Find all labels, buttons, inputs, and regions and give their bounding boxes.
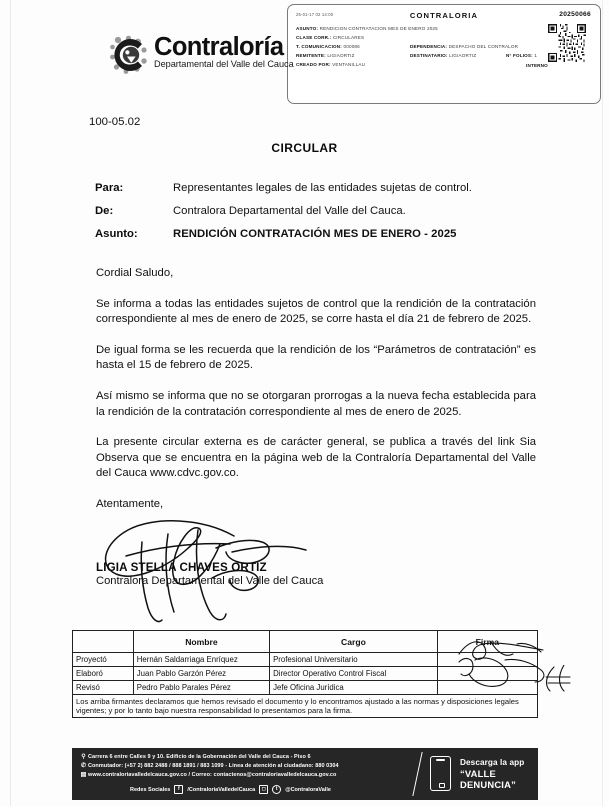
- qr-code-icon: [548, 24, 586, 62]
- stamp-field-folios-value: 1: [534, 53, 538, 58]
- row-firma-reviso: [437, 681, 537, 695]
- stamp-field-dependencia-value: DESPACHO DEL CONTRALOR: [448, 44, 519, 49]
- row-firma-elaboro: [437, 667, 537, 681]
- footer-contact-block: [79, 753, 409, 780]
- footer-app-block: [430, 756, 538, 791]
- footer-address-line: [79, 753, 409, 762]
- row-nombre-reviso: Pedro Pablo Parales Pérez: [133, 681, 269, 695]
- signer-role: Contralora Departamental del Valle del Cauca: [96, 575, 324, 587]
- stamp-radicado-number: 20250066: [559, 11, 591, 18]
- contraloria-logo: [108, 33, 298, 79]
- footer-phones-text: Conmutador: (+57 2) 882 2488 / 888 1891 / 883 1099 - Línea de atención al ciudadano: 880 0304: [88, 763, 339, 769]
- stamp-datetime: 25-01-17 02 14:00: [296, 12, 334, 17]
- footer-phones-line: [79, 762, 409, 771]
- footer-web-text[interactable]: www.contraloriavalledelcauca.gov.co / Correo: contactenos@contraloriavalledelcauca.gov.co: [88, 772, 337, 778]
- stamp-field-remitente-value: LIGIAORTIZ: [327, 53, 355, 58]
- closing-text: Atentamente,: [96, 497, 164, 510]
- page-footer: [72, 748, 538, 800]
- twitter-icon[interactable]: t: [272, 785, 281, 794]
- globe-icon: ▤: [80, 772, 87, 778]
- row-firma-proyecto: [437, 653, 537, 667]
- table-declaration-note: Los arriba firmantes declaramos que hemos revisado el documento y lo encontramos ajustado a las normas y disposiciones legales vigentes; y por lo tanto bajo nuestra responsabilidad lo presentamos para la firma.: [73, 695, 538, 718]
- stamp-field-creado-value: VENTANILLAU: [332, 62, 366, 67]
- radicado-stamp: [287, 4, 601, 104]
- signer-name: LIGIA STELLA CHAVES ORTIZ: [96, 561, 267, 574]
- stamp-field-asunto-value: RENDICION CONTRATACION MES DE ENERO 2025: [319, 26, 438, 31]
- stamp-field-destinatario-key: DESTINATARIO:: [410, 53, 448, 58]
- stamp-field-clase: [296, 35, 364, 40]
- stamp-field-folios-key: N° FOLIOS:: [506, 53, 533, 58]
- stamp-field-clase-key: CLASE CORR.:: [296, 35, 332, 40]
- facebook-icon[interactable]: f: [174, 785, 183, 794]
- logo-text: [154, 34, 294, 69]
- app-download-label: Descarga la app: [460, 757, 525, 767]
- meta-value-de: Contralora Departamental del Valle del Cauca.: [173, 205, 406, 217]
- stamp-field-destinatario: [410, 53, 476, 58]
- row-role-proyecto: Proyectó: [73, 653, 134, 667]
- table-header-row: [73, 631, 538, 653]
- row-cargo-elaboro: Director Operativo Control Fiscal: [270, 667, 438, 681]
- stamp-title: CONTRALORIA: [409, 11, 479, 20]
- meta-row-asunto: [95, 228, 535, 240]
- stamp-field-interno-key: INTERNO: [526, 63, 548, 68]
- table-header-firma: Firma: [437, 631, 537, 653]
- row-cargo-reviso: Jefe Oficina Jurídica: [270, 681, 438, 695]
- stamp-field-asunto-key: ASUNTO:: [296, 26, 319, 31]
- stamp-field-comunicacion: [296, 44, 360, 49]
- meta-row-de: [95, 205, 535, 217]
- row-cargo-proyecto: Profesional Universitario: [270, 653, 438, 667]
- stamp-field-remitente: [296, 53, 355, 58]
- table-header-nombre: Nombre: [133, 631, 269, 653]
- document-body: [96, 266, 536, 528]
- meta-value-asunto: RENDICIÓN CONTRATACIÓN MES DE ENERO - 2025: [173, 228, 457, 240]
- stamp-field-asunto: [296, 26, 438, 31]
- row-nombre-proyecto: Hernán Saldarriaga Enríquez: [133, 653, 269, 667]
- meta-label-de: De:: [95, 205, 114, 217]
- meta-label-para: Para:: [95, 182, 124, 194]
- page-title: CIRCULAR: [271, 141, 338, 155]
- meta-row-para: [95, 182, 535, 194]
- signoff-table: [72, 630, 538, 718]
- stamp-field-creado-key: CREADO POR:: [296, 62, 331, 67]
- stamp-field-comunicacion-value: 000086: [343, 44, 360, 49]
- row-role-elaboro: Elaboró: [73, 667, 134, 681]
- logo-main-title: Contraloría: [154, 33, 284, 61]
- table-row: [73, 653, 538, 667]
- footer-handle[interactable]: @ContraloraValle: [285, 786, 331, 793]
- stamp-field-comunicacion-key: T. COMUNICACION:: [296, 44, 343, 49]
- footer-address-text: Carrera 6 entre Calles 9 y 10. Edificio de la Gobernación del Valle del Cauca - Piso 6: [88, 754, 311, 760]
- paragraph-3: Así mismo se informa que no se otorgaran prorrogas a la nueva fecha establecida para la rendición de la contratación correspondiente al mes de enero de 2025.: [96, 389, 536, 418]
- page-edge-right: [602, 0, 603, 806]
- meta-value-para: Representantes legales de las entidades sujetas de control.: [173, 182, 472, 194]
- stamp-field-interno: [526, 63, 548, 68]
- stamp-field-creado: [296, 62, 365, 67]
- stamp-field-dependencia: [410, 44, 518, 49]
- row-role-reviso: Revisó: [73, 681, 134, 695]
- meta-label-asunto: Asunto:: [95, 228, 138, 240]
- stamp-field-clase-value: CIRCULARES: [332, 35, 365, 40]
- logo-subtitle: Departamental del Valle del Cauca: [154, 59, 294, 69]
- footer-facebook-handle[interactable]: /ContraloriaValledelCauca: [187, 786, 256, 793]
- table-header-cargo: Cargo: [270, 631, 438, 653]
- smartphone-icon: [430, 756, 451, 791]
- phone-icon: ✆: [80, 763, 87, 769]
- table-header-role: [73, 631, 134, 653]
- page-edge-left: [10, 0, 11, 806]
- stamp-field-folios: [506, 53, 537, 58]
- paragraph-4: La presente circular externa es de carácter general, se publica a través del link Sia Observa que se encuentra en la página web de la Contraloría Departamental del Valle del Cauca www.cdvc.gov.co.: [96, 436, 536, 480]
- footer-divider: [412, 752, 422, 796]
- footer-social-label: Redes Sociales: [130, 786, 171, 793]
- document-meta: [95, 182, 535, 251]
- document-code: 100-05.02: [89, 116, 141, 128]
- table-row: [73, 681, 538, 695]
- footer-app-text: [460, 758, 538, 790]
- table-note-row: [73, 695, 538, 718]
- app-name-label: “VALLE DENUNCIA”: [460, 767, 516, 790]
- greeting-text: Cordial Saludo,: [96, 267, 174, 279]
- row-nombre-elaboro: Juan Pablo Garzón Pérez: [133, 667, 269, 681]
- location-pin-icon: ⚲: [81, 754, 86, 760]
- stamp-field-remitente-key: REMITENTE:: [296, 53, 326, 58]
- contraloria-seal-icon: [108, 33, 152, 77]
- stamp-field-dependencia-key: DEPENDENCIA:: [410, 44, 448, 49]
- stamp-field-destinatario-value: LIGIAORTIZ: [449, 53, 477, 58]
- footer-social-block: [130, 785, 331, 794]
- footer-web-line[interactable]: [79, 771, 409, 780]
- instagram-icon[interactable]: ◻: [259, 785, 268, 794]
- paragraph-1: Se informa a todas las entidades sujetos de control que la rendición de la contratación correspondiente al mes de enero de 2025, se corre hasta el día 21 de febrero de 2025.: [96, 297, 536, 326]
- table-row: [73, 667, 538, 681]
- paragraph-2: De igual forma se les recuerda que la rendición de los “Parámetros de contratación” es hasta el 15 de febrero de 2025.: [96, 343, 536, 372]
